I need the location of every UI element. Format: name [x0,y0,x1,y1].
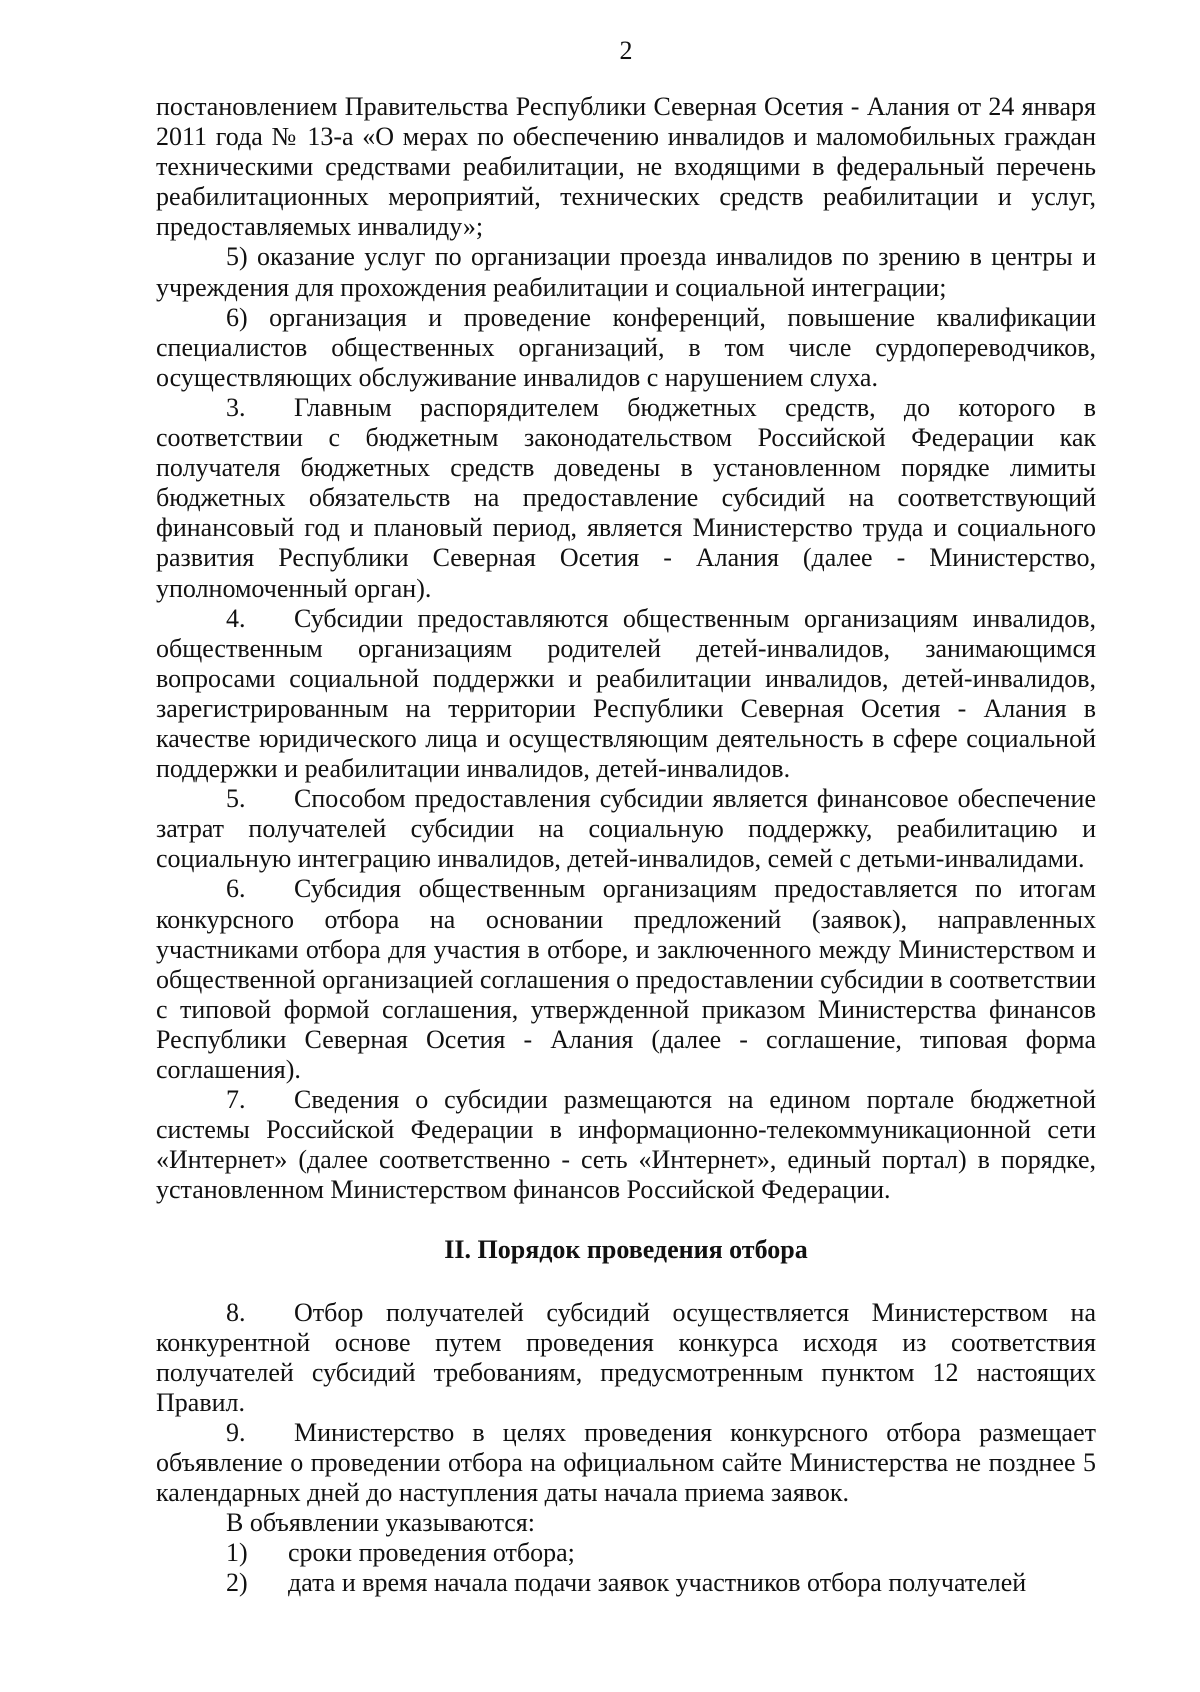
clause-number: 8. [226,1297,246,1327]
clause-text: Главным распорядителем бюджетных средств, до которого в соответствии с бюджетным законодательством Российской Федерации как получателя бюджетных средств доведены в установленном порядке лимиты бюджетных обязательств на предоставление субсидий на соответствующий финансовый год и плановый период, является Министерство труда и социального развития Республики Северная Осетия - Алания (далее - Министерство, уполномоченный орган). [156,392,1096,603]
clause-number: 3. [226,392,246,422]
clause-number: 4. [226,603,246,633]
section-heading: II. Порядок проведения отбора [444,1235,808,1265]
paragraph-item-5: 5) оказание услуг по организации проезда инвалидов по зрению в центры и учреждения для прохождения реабилитации и социальной интеграции; [156,242,1096,302]
clause-number: 6. [226,874,246,904]
clause-text: Субсидия общественным организациям предоставляется по итогам конкурсного отбора на основании предложений (заявок), направленных участниками отбора для участия в отборе, и заключенного между Министерством и общественной организацией соглашения о предоставлении субсидии в соответствии с типовой формой соглашения, утвержденной приказом Министерства финансов Республики Северная Осетия - Алания (далее - соглашение, типовая форма соглашения). [156,874,1096,1084]
list-item-text: дата и время начала подачи заявок участников отбора получателей [288,1568,1027,1598]
clause-text: Субсидии предоставляются общественным организациям инвалидов, общественным организациям родителей детей-инвалидов, занимающимся вопросами социальной поддержки и реабилитации инвалидов, детей-инвалидов, зарегистрированным на территории Республики Северная Осетия - Алания в качестве юридического лица и осуществляющим деятельность в сфере социальной поддержки и реабилитации инвалидов, детей-инвалидов. [156,603,1096,784]
paragraph-clause-8 [156,1298,1096,1418]
announcement-intro: В объявлении указываются: [226,1508,535,1538]
paragraph-continuation: постановлением Правительства Республики Северная Осетия - Алания от 24 января 2011 года № 13-а «О мерах по обеспечению инвалидов и маломобильных граждан техническими средствами реабилитации, не входящими в федеральный перечень реабилитационных мероприятий, технических средств реабилитации и услуг, предоставляемых инвалиду»; [156,92,1096,242]
paragraph-clause-4 [156,604,1096,785]
clause-text: Сведения о субсидии размещаются на едином портале бюджетной системы Российской Федерации в информационно-телекоммуникационной сети «Интернет» (далее соответственно - сеть «Интернет», единый портал) в порядке, установленном Министерством финансов Российской Федерации. [156,1085,1096,1205]
paragraph-clause-7 [156,1085,1096,1205]
clause-number: 5. [226,784,246,814]
paragraph-clause-3 [156,393,1096,604]
clause-number: 7. [226,1085,246,1115]
list-item [156,1538,1096,1568]
paragraph-clause-6 [156,874,1096,1085]
clause-text: Министерство в целях проведения конкурсного отбора размещает объявление о проведении отбора на официальном сайте Министерства не позднее 5 календарных дней до наступления даты начала приема заявок. [156,1417,1096,1508]
list-item-number: 1) [226,1538,248,1568]
page-number: 2 [619,36,633,65]
paragraph-item-6: 6) организация и проведение конференций, повышение квалификации специалистов общественных организаций, в том числе сурдопереводчиков, осуществляющих обслуживание инвалидов с нарушением слуха. [156,302,1096,392]
clause-text: Способом предоставления субсидии является финансовое обеспечение затрат получателей субсидии на социальную поддержку, реабилитацию и социальную интеграцию инвалидов, детей-инвалидов, семей с детьми-инвалидами. [156,784,1096,874]
paragraph-clause-5 [156,784,1096,874]
clause-text: Отбор получателей субсидий осуществляется Министерством на конкурентной основе путем проведения конкурса исходя из соответствия получателей субсидий требованиям, предусмотренным пунктом 12 настоящих Правил. [156,1297,1096,1417]
document-body [156,92,1096,1599]
list-item-text: сроки проведения отбора; [288,1538,575,1568]
list-item [156,1568,1096,1598]
list-item-number: 2) [226,1568,248,1598]
paragraph-clause-9 [156,1418,1096,1508]
clause-number: 9. [226,1417,246,1447]
